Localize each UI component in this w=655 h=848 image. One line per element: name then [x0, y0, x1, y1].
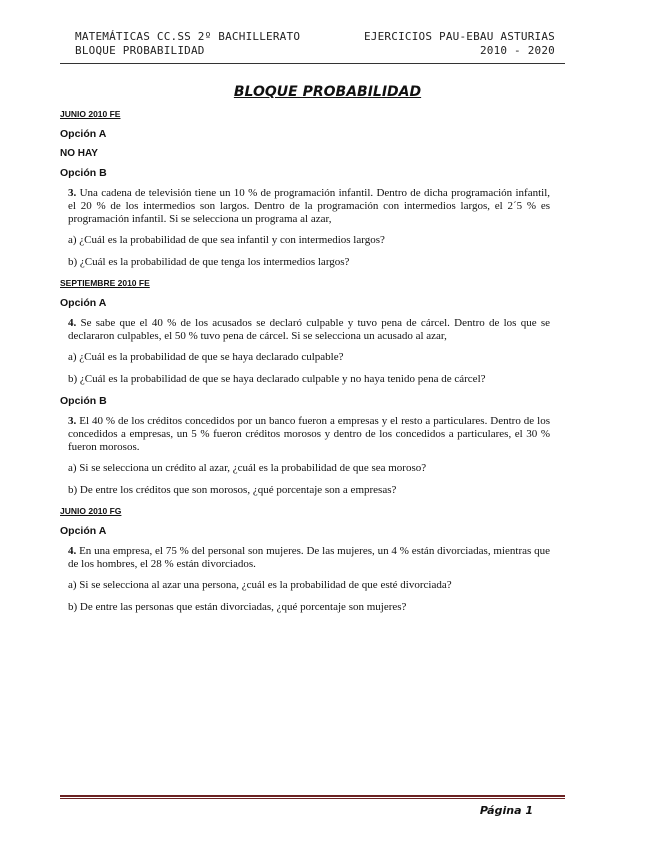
option-a-heading: Opción A [60, 128, 107, 140]
header-subject: MATEMÁTICAS CC.SS 2º BACHILLERATO [75, 30, 301, 43]
footer-divider [60, 795, 565, 797]
problem-number: 3. [68, 415, 77, 427]
question-b: b) De entre los créditos que son morosos, ¿qué porcentaje son a empresas? [68, 484, 397, 496]
question-b: b) ¿Cuál es la probabilidad de que tenga los intermedios largos? [68, 256, 350, 268]
page-title: BLOQUE PROBABILIDAD [233, 84, 422, 100]
document-body [60, 109, 550, 623]
problem-number: 4. [68, 545, 77, 557]
problem-statement [68, 415, 550, 454]
footer-divider-thin [60, 798, 565, 799]
problem-text: Se sabe que el 40 % de los acusados se declaró culpable y tuvo pena de cárcel. Dentro de los que se declararon culpables, el 50 % tuvo pena de cárcel. Si se selecciona un acusado al azar, [68, 317, 550, 342]
problem-text: En una empresa, el 75 % del personal son mujeres. De las mujeres, un 4 % están divorciadas, mientras que de los hombres, el 28 % están divorciados. [68, 545, 551, 570]
question-b: b) ¿Cuál es la probabilidad de que se haya declarado culpable y no haya tenido pena de cárcel? [68, 373, 486, 385]
option-a-heading: Opción A [60, 297, 107, 309]
question-b: b) De entre las personas que están divorciadas, ¿qué porcentaje son mujeres? [68, 601, 407, 613]
problem-number: 3. [68, 187, 77, 199]
question-a: a) Si se selecciona al azar una persona, ¿cuál es la probabilidad de que esté divorciada? [68, 579, 452, 591]
problem-statement [68, 545, 550, 571]
problem-text: Una cadena de televisión tiene un 10 % de programación infantil. Dentro de dicha programación infantil, el 20 % de los intermedios son largos. Dentro de la programación con intermedios largos, el 2´5 % es programación infantil. Si se selecciona un programa al azar, [68, 187, 551, 225]
problem-text: El 40 % de los créditos concedidos por un banco fueron a empresas y el resto a particulares. Dentro de los concedidos a empresas, un 5 % fueron créditos morosos y dentro de los concedidos a particulares, el 30 % fueron morosos. [68, 415, 550, 453]
option-b-heading: Opción B [60, 167, 107, 179]
problem-statement [68, 317, 550, 343]
header-left [75, 30, 300, 58]
header-years: 2010 - 2020 [479, 44, 555, 57]
page-number: Página 1 [479, 804, 533, 817]
section-heading-junio-2010-fg: JUNIO 2010 FG [60, 506, 122, 516]
question-a: a) ¿Cuál es la probabilidad de que sea infantil y con intermedios largos? [68, 234, 385, 246]
question-a: a) Si se selecciona un crédito al azar, ¿cuál es la probabilidad de que sea moroso? [68, 462, 427, 474]
problem-number: 4. [68, 317, 77, 329]
section-heading-septiembre-2010-fe: SEPTIEMBRE 2010 FE [60, 278, 150, 288]
no-exercise-note: NO HAY [60, 148, 98, 159]
problem-statement [68, 187, 550, 226]
section-heading-junio-2010-fe: JUNIO 2010 FE [60, 109, 121, 119]
header-divider [60, 63, 565, 64]
option-b-heading: Opción B [60, 395, 107, 407]
header-right [364, 30, 555, 58]
header-block: BLOQUE PROBABILIDAD [75, 44, 205, 57]
header-exercises: EJERCICIOS PAU-EBAU ASTURIAS [363, 30, 555, 43]
question-a: a) ¿Cuál es la probabilidad de que se haya declarado culpable? [68, 351, 344, 363]
option-a-heading: Opción A [60, 525, 107, 537]
